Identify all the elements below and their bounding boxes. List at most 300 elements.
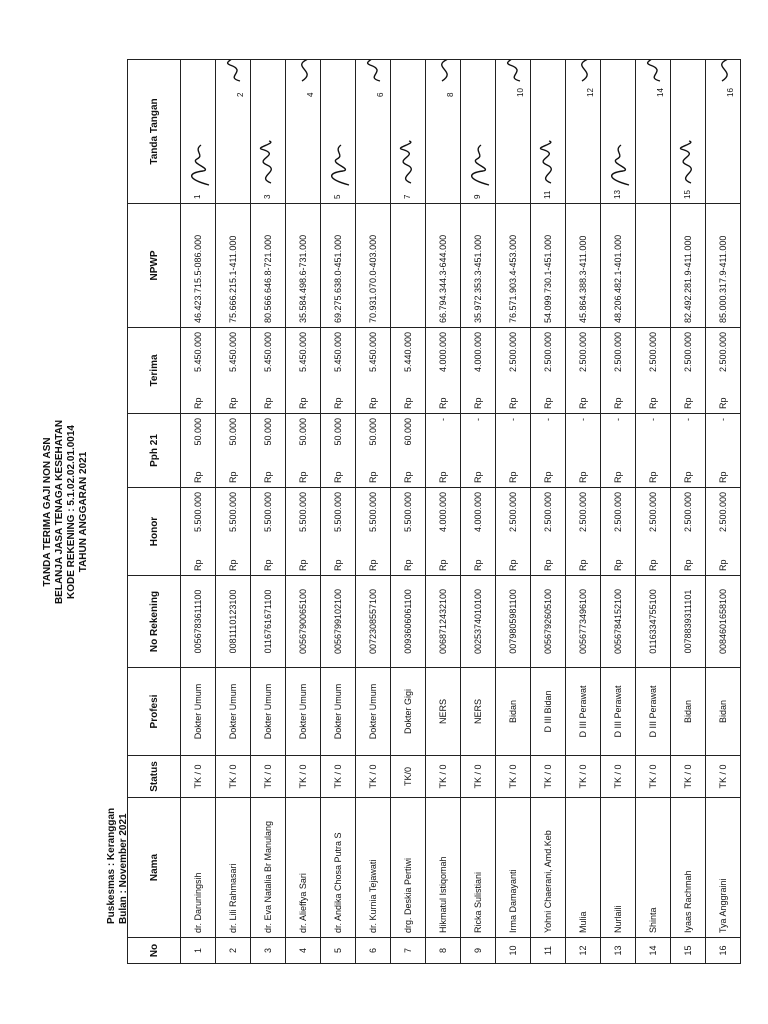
- currency-label: Rp: [298, 559, 308, 571]
- table-row: [496, 60, 531, 964]
- cell-terima: [286, 328, 321, 414]
- honor-value: 5.500.000: [263, 492, 273, 533]
- col-status: Status: [128, 756, 181, 798]
- cell-no: 12: [566, 938, 601, 964]
- cell-pph: [356, 414, 391, 488]
- cell-npwp: 70.931.070.0-403.000: [356, 204, 391, 328]
- cell-terima: [356, 328, 391, 414]
- cell-rekening: 0093606061100: [391, 576, 426, 668]
- pph-value: 50.000: [263, 418, 273, 446]
- terima-value: 5.450.000: [228, 332, 238, 373]
- currency-label: Rp: [403, 471, 413, 483]
- cell-status: TK/0: [391, 756, 426, 798]
- cell-tanda-tangan: [531, 60, 566, 204]
- cell-profesi: Dokter Gigi: [391, 668, 426, 756]
- honor-value: 5.500.000: [368, 492, 378, 533]
- cell-pph: [706, 414, 741, 488]
- currency-label: Rp: [683, 559, 693, 571]
- cell-tanda-tangan: [356, 60, 391, 204]
- signature-number: 10: [516, 88, 525, 97]
- currency-label: Rp: [333, 471, 343, 483]
- cell-nama: Shinta: [636, 798, 671, 938]
- currency-label: Rp: [193, 397, 203, 409]
- cell-tanda-tangan: [216, 60, 251, 204]
- honor-value: 5.500.000: [193, 492, 203, 533]
- signature-icon: [358, 60, 388, 86]
- currency-label: Rp: [578, 559, 588, 571]
- cell-honor: [216, 488, 251, 576]
- cell-rekening: 0116761671100: [251, 576, 286, 668]
- cell-honor: [321, 488, 356, 576]
- honor-value: 5.500.000: [228, 492, 238, 533]
- cell-pph: [671, 414, 706, 488]
- cell-terima: [496, 328, 531, 414]
- cell-status: TK / 0: [566, 756, 601, 798]
- pph-value: 60.000: [403, 418, 413, 446]
- col-rekening: No Rekening: [128, 576, 181, 668]
- signature-icon: [603, 139, 633, 189]
- terima-value: 4.000.000: [438, 332, 448, 373]
- signature-icon: [323, 139, 353, 189]
- cell-status: TK / 0: [706, 756, 741, 798]
- cell-terima: [321, 328, 356, 414]
- cell-terima: [426, 328, 461, 414]
- honor-value: 4.000.000: [438, 492, 448, 533]
- cell-terima: [181, 328, 216, 414]
- table-row: [671, 60, 706, 964]
- honor-value: 2.500.000: [578, 492, 588, 533]
- title-line: TAHUN ANGGARAN 2021: [78, 451, 89, 573]
- cell-npwp: [636, 204, 671, 328]
- pph-value: -: [508, 418, 518, 421]
- pph-value: -: [718, 418, 728, 421]
- cell-status: TK / 0: [356, 756, 391, 798]
- currency-label: Rp: [438, 559, 448, 571]
- currency-label: Rp: [228, 471, 238, 483]
- bulan-label: Bulan : November 2021: [118, 813, 129, 924]
- currency-label: Rp: [263, 471, 273, 483]
- terima-value: 5.450.000: [298, 332, 308, 373]
- cell-npwp: 35.584.498.6-731.000: [286, 204, 321, 328]
- cell-pph: [531, 414, 566, 488]
- cell-tanda-tangan: [461, 60, 496, 204]
- cell-profesi: NERS: [461, 668, 496, 756]
- cell-npwp: 75.666.215.1-411.000: [216, 204, 251, 328]
- honor-value: 4.000.000: [473, 492, 483, 533]
- cell-rekening: 0116334755100: [636, 576, 671, 668]
- terima-value: 4.000.000: [473, 332, 483, 373]
- pph-value: -: [438, 418, 448, 421]
- signature-number: 11: [543, 190, 552, 199]
- cell-status: TK / 0: [216, 756, 251, 798]
- cell-pph: [426, 414, 461, 488]
- table-row: [321, 60, 356, 964]
- currency-label: Rp: [298, 397, 308, 409]
- cell-nama: Yohni Chaerani, Amd.Keb: [531, 798, 566, 938]
- terima-value: 5.450.000: [333, 332, 343, 373]
- cell-terima: [251, 328, 286, 414]
- cell-npwp: 48.206.482.1-401.000: [601, 204, 636, 328]
- currency-label: Rp: [543, 559, 553, 571]
- signature-number: 3: [263, 194, 272, 199]
- signature-icon: [673, 139, 703, 189]
- cell-pph: [321, 414, 356, 488]
- cell-no: 9: [461, 938, 496, 964]
- cell-terima: [391, 328, 426, 414]
- cell-terima: [531, 328, 566, 414]
- cell-nama: Hikmatul Istiqomah: [426, 798, 461, 938]
- cell-no: 7: [391, 938, 426, 964]
- cell-rekening: 0072308557100: [356, 576, 391, 668]
- col-no: No: [128, 938, 181, 964]
- terima-value: 2.500.000: [718, 332, 728, 373]
- table-row: [531, 60, 566, 964]
- cell-profesi: Dokter Umum: [321, 668, 356, 756]
- cell-status: TK / 0: [461, 756, 496, 798]
- cell-tanda-tangan: [636, 60, 671, 204]
- currency-label: Rp: [263, 559, 273, 571]
- cell-rekening: 0056783611100: [181, 576, 216, 668]
- signature-icon: [463, 139, 493, 189]
- cell-profesi: D III Perawat: [566, 668, 601, 756]
- signature-number: 14: [656, 88, 665, 97]
- currency-label: Rp: [613, 471, 623, 483]
- cell-terima: [636, 328, 671, 414]
- cell-nama: dr. Eva Natalia Br Manulang: [251, 798, 286, 938]
- table-row: [391, 60, 426, 964]
- col-profesi: Profesi: [128, 668, 181, 756]
- signature-icon: [568, 60, 598, 86]
- col-terima: Terima: [128, 328, 181, 414]
- cell-pph: [391, 414, 426, 488]
- cell-profesi: Dokter Umum: [181, 668, 216, 756]
- currency-label: Rp: [508, 471, 518, 483]
- cell-rekening: 0079805981100: [496, 576, 531, 668]
- signature-number: 1: [193, 194, 202, 199]
- cell-terima: [216, 328, 251, 414]
- cell-no: 14: [636, 938, 671, 964]
- cell-tanda-tangan: [286, 60, 321, 204]
- currency-label: Rp: [473, 397, 483, 409]
- table-row: [356, 60, 391, 964]
- terima-value: 5.450.000: [263, 332, 273, 373]
- cell-nama: Tya Anggraini: [706, 798, 741, 938]
- cell-nama: Iyaas Rachmah: [671, 798, 706, 938]
- pph-value: -: [473, 418, 483, 421]
- currency-label: Rp: [648, 559, 658, 571]
- cell-rekening: 0056790065100: [286, 576, 321, 668]
- cell-tanda-tangan: [566, 60, 601, 204]
- signature-icon: [708, 60, 738, 86]
- cell-rekening: 0084601658100: [706, 576, 741, 668]
- cell-profesi: Dokter Umum: [356, 668, 391, 756]
- cell-npwp: 35.972.353.3-451.000: [461, 204, 496, 328]
- pph-value: -: [648, 418, 658, 421]
- col-pph: Pph 21: [128, 414, 181, 488]
- terima-value: 2.500.000: [543, 332, 553, 373]
- pph-value: -: [613, 418, 623, 421]
- currency-label: Rp: [228, 397, 238, 409]
- signature-icon: [393, 139, 423, 189]
- cell-nama: drg. Deskia Pertiwi: [391, 798, 426, 938]
- cell-profesi: Bidan: [706, 668, 741, 756]
- currency-label: Rp: [368, 559, 378, 571]
- table-row: [636, 60, 671, 964]
- cell-status: TK / 0: [636, 756, 671, 798]
- cell-terima: [601, 328, 636, 414]
- currency-label: Rp: [228, 559, 238, 571]
- table-body: [181, 60, 741, 964]
- cell-pph: [636, 414, 671, 488]
- cell-npwp: 76.571.903.4-453.000: [496, 204, 531, 328]
- puskesmas-label: Puskesmas : Keranggan: [106, 807, 117, 924]
- currency-label: Rp: [263, 397, 273, 409]
- terima-value: 2.500.000: [508, 332, 518, 373]
- cell-rekening: 0056773496100: [566, 576, 601, 668]
- cell-no: 13: [601, 938, 636, 964]
- cell-no: 15: [671, 938, 706, 964]
- honor-value: 2.500.000: [718, 492, 728, 533]
- cell-nama: dr. Andika Chosa Putra S: [321, 798, 356, 938]
- cell-npwp: 46.423.715.5-086.000: [181, 204, 216, 328]
- cell-tanda-tangan: [251, 60, 286, 204]
- cell-honor: [391, 488, 426, 576]
- cell-pph: [601, 414, 636, 488]
- cell-npwp: 80.566.646.8-721.000: [251, 204, 286, 328]
- terima-value: 5.450.000: [193, 332, 203, 373]
- honor-value: 5.500.000: [298, 492, 308, 533]
- table-row: [601, 60, 636, 964]
- signature-icon: [428, 60, 458, 86]
- currency-label: Rp: [683, 397, 693, 409]
- cell-honor: [426, 488, 461, 576]
- cell-profesi: D III Bidan: [531, 668, 566, 756]
- currency-label: Rp: [438, 397, 448, 409]
- cell-honor: [181, 488, 216, 576]
- honor-value: 2.500.000: [543, 492, 553, 533]
- cell-pph: [496, 414, 531, 488]
- cell-profesi: Bidan: [496, 668, 531, 756]
- honor-value: 2.500.000: [508, 492, 518, 533]
- cell-honor: [286, 488, 321, 576]
- cell-status: TK / 0: [426, 756, 461, 798]
- table-row: [181, 60, 216, 964]
- cell-tanda-tangan: [426, 60, 461, 204]
- cell-tanda-tangan: [671, 60, 706, 204]
- cell-profesi: D III Perawat: [636, 668, 671, 756]
- currency-label: Rp: [368, 397, 378, 409]
- currency-label: Rp: [718, 559, 728, 571]
- pph-value: -: [578, 418, 588, 421]
- cell-no: 5: [321, 938, 356, 964]
- cell-no: 4: [286, 938, 321, 964]
- signature-number: 8: [446, 92, 455, 97]
- cell-nama: Ricka Sulistiani: [461, 798, 496, 938]
- cell-npwp: 66.794.344.3-644.000: [426, 204, 461, 328]
- title-line: BELANJA JASA TENAGA KESEHATAN: [54, 419, 65, 605]
- cell-pph: [181, 414, 216, 488]
- cell-npwp: [391, 204, 426, 328]
- pph-value: 50.000: [368, 418, 378, 446]
- currency-label: Rp: [543, 397, 553, 409]
- cell-no: 16: [706, 938, 741, 964]
- cell-honor: [531, 488, 566, 576]
- currency-label: Rp: [473, 471, 483, 483]
- cell-honor: [636, 488, 671, 576]
- currency-label: Rp: [438, 471, 448, 483]
- pph-value: 50.000: [193, 418, 203, 446]
- terima-value: 2.500.000: [578, 332, 588, 373]
- cell-honor: [566, 488, 601, 576]
- cell-rekening: 0056792605100: [531, 576, 566, 668]
- cell-status: TK / 0: [496, 756, 531, 798]
- cell-npwp: 85.000.317.9-411.000: [706, 204, 741, 328]
- signature-icon: [498, 60, 528, 86]
- cell-npwp: 82.492.281.9-411.000: [671, 204, 706, 328]
- currency-label: Rp: [473, 559, 483, 571]
- currency-label: Rp: [648, 397, 658, 409]
- terima-value: 2.500.000: [613, 332, 623, 373]
- currency-label: Rp: [718, 471, 728, 483]
- signature-icon: [253, 139, 283, 189]
- cell-tanda-tangan: [706, 60, 741, 204]
- table-row: [251, 60, 286, 964]
- cell-profesi: Bidan: [671, 668, 706, 756]
- cell-pph: [566, 414, 601, 488]
- table-row: [706, 60, 741, 964]
- cell-npwp: 69.275.638.0-451.000: [321, 204, 356, 328]
- cell-nama: Nurlaili: [601, 798, 636, 938]
- cell-nama: Mulia: [566, 798, 601, 938]
- cell-status: TK / 0: [251, 756, 286, 798]
- signature-number: 5: [333, 194, 342, 199]
- honor-value: 2.500.000: [683, 492, 693, 533]
- cell-profesi: NERS: [426, 668, 461, 756]
- cell-tanda-tangan: [391, 60, 426, 204]
- cell-rekening: 0056799102100: [321, 576, 356, 668]
- pph-value: 50.000: [298, 418, 308, 446]
- cell-status: TK / 0: [181, 756, 216, 798]
- signature-number: 7: [403, 194, 412, 199]
- table-row: [216, 60, 251, 964]
- honor-value: 2.500.000: [648, 492, 658, 533]
- signature-icon: [183, 139, 213, 189]
- col-tanda-tangan: Tanda Tangan: [128, 60, 181, 204]
- cell-rekening: 0078839311101: [671, 576, 706, 668]
- currency-label: Rp: [368, 471, 378, 483]
- col-nama: Nama: [128, 798, 181, 938]
- pph-value: 50.000: [333, 418, 343, 446]
- title-line: TANDA TERIMA GAJI NON ASN: [42, 437, 53, 587]
- currency-label: Rp: [648, 471, 658, 483]
- pph-value: -: [543, 418, 553, 421]
- signature-number: 9: [473, 194, 482, 199]
- honor-value: 5.500.000: [403, 492, 413, 533]
- currency-label: Rp: [298, 471, 308, 483]
- cell-nama: dr. Lili Rahmasari: [216, 798, 251, 938]
- table-header-row: [128, 60, 181, 964]
- terima-value: 2.500.000: [648, 332, 658, 373]
- currency-label: Rp: [193, 471, 203, 483]
- cell-npwp: 54.099.730.1-451.000: [531, 204, 566, 328]
- terima-value: 5.440.000: [403, 332, 413, 373]
- cell-honor: [496, 488, 531, 576]
- table-row: [461, 60, 496, 964]
- currency-label: Rp: [403, 397, 413, 409]
- honor-value: 2.500.000: [613, 492, 623, 533]
- cell-profesi: D III Perawat: [601, 668, 636, 756]
- currency-label: Rp: [193, 559, 203, 571]
- signature-number: 2: [236, 92, 245, 97]
- cell-nama: dr. Kurnia Tejawati: [356, 798, 391, 938]
- signature-number: 16: [726, 88, 735, 97]
- terima-value: 5.450.000: [368, 332, 378, 373]
- col-honor: Honor: [128, 488, 181, 576]
- terima-value: 2.500.000: [683, 332, 693, 373]
- signature-number: 4: [306, 92, 315, 97]
- cell-pph: [216, 414, 251, 488]
- signature-number: 6: [376, 92, 385, 97]
- table-row: [566, 60, 601, 964]
- cell-rekening: 0068712432100: [426, 576, 461, 668]
- cell-terima: [566, 328, 601, 414]
- cell-no: 8: [426, 938, 461, 964]
- cell-profesi: Dokter Umum: [216, 668, 251, 756]
- cell-honor: [356, 488, 391, 576]
- table-row: [286, 60, 321, 964]
- cell-profesi: Dokter Umum: [251, 668, 286, 756]
- signature-number: 15: [683, 190, 692, 199]
- cell-status: TK / 0: [321, 756, 356, 798]
- currency-label: Rp: [578, 397, 588, 409]
- cell-no: 2: [216, 938, 251, 964]
- currency-label: Rp: [333, 397, 343, 409]
- cell-status: TK / 0: [286, 756, 321, 798]
- cell-honor: [706, 488, 741, 576]
- cell-nama: dr. Alieffya Sari: [286, 798, 321, 938]
- pph-value: 50.000: [228, 418, 238, 446]
- pph-value: -: [683, 418, 693, 421]
- cell-pph: [286, 414, 321, 488]
- currency-label: Rp: [683, 471, 693, 483]
- cell-pph: [461, 414, 496, 488]
- cell-honor: [671, 488, 706, 576]
- cell-status: TK / 0: [531, 756, 566, 798]
- cell-pph: [251, 414, 286, 488]
- cell-status: TK / 0: [601, 756, 636, 798]
- currency-label: Rp: [508, 397, 518, 409]
- cell-nama: dr. Daruningsih: [181, 798, 216, 938]
- cell-honor: [601, 488, 636, 576]
- currency-label: Rp: [508, 559, 518, 571]
- cell-tanda-tangan: [496, 60, 531, 204]
- cell-profesi: Dokter Umum: [286, 668, 321, 756]
- cell-terima: [461, 328, 496, 414]
- cell-no: 11: [531, 938, 566, 964]
- cell-no: 10: [496, 938, 531, 964]
- cell-tanda-tangan: [601, 60, 636, 204]
- cell-honor: [251, 488, 286, 576]
- currency-label: Rp: [613, 559, 623, 571]
- table-row: [426, 60, 461, 964]
- currency-label: Rp: [578, 471, 588, 483]
- cell-rekening: 0081110123100: [216, 576, 251, 668]
- cell-terima: [706, 328, 741, 414]
- cell-no: 1: [181, 938, 216, 964]
- signature-icon: [533, 139, 563, 189]
- signature-number: 12: [586, 88, 595, 97]
- currency-label: Rp: [543, 471, 553, 483]
